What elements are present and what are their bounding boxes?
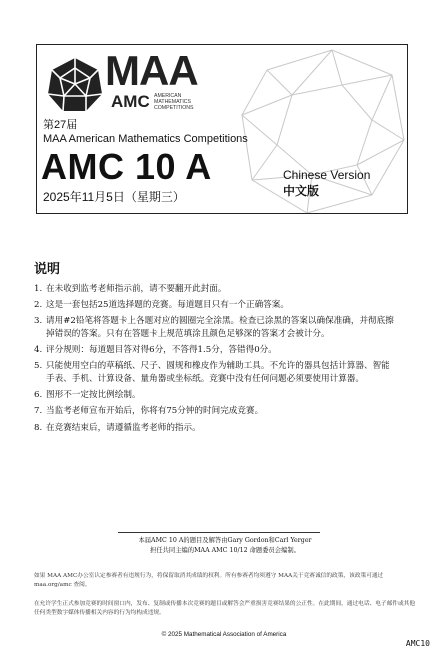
instruction-text: 在未收到监考老师指示前，请不要翻开此封面。 xyxy=(46,284,227,294)
instruction-item xyxy=(34,360,398,385)
version-chinese: 中文版 xyxy=(283,184,320,198)
instruction-number: 8. xyxy=(34,422,43,433)
instruction-text: 只能使用空白的草稿纸、尺子、圆规和橡皮作为辅助工具。不允许的器具包括计算器、智能手表、手机、计算设备、量角器或坐标纸。竞赛中没有任何问题必须要使用计算器。 xyxy=(46,361,390,384)
instruction-item xyxy=(34,283,398,296)
instruction-item xyxy=(34,344,398,357)
footer-code: AMC10 xyxy=(405,639,430,648)
cover-box xyxy=(36,44,408,214)
instruction-number: 6. xyxy=(34,390,43,401)
instruction-text: 当监考老师宣布开始后，你将有75分钟的时间完成竞赛。 xyxy=(46,406,264,417)
instructions-list xyxy=(34,283,398,438)
instruction-number: 3. xyxy=(34,316,43,327)
instruction-text: 请用#2铅笔将答题卡上各题对应的圆圈完全涂黑。检查已涂黑的答案以确保准确，并彻底擦掉错误的答案。只有在答题卡上规范填涂且颜色足够深的答案才会被计分。 xyxy=(46,316,394,339)
logo-tagline-line: MATHEMATICS xyxy=(154,99,191,105)
credits-line: 担任共同主编的MAA AMC 10/12 命题委员会编制。 xyxy=(150,547,300,554)
instruction-item xyxy=(34,299,398,312)
instruction-item xyxy=(34,422,398,435)
copyright: © 2025 Mathematical Association of America xyxy=(161,631,287,638)
logo-tagline-line: AMERICAN xyxy=(154,93,182,99)
instruction-item xyxy=(34,315,398,340)
exam-title: AMC 10 A xyxy=(41,146,212,187)
instruction-number: 4. xyxy=(34,345,43,356)
instructions-heading: 说明 xyxy=(34,261,61,276)
instruction-text: 图形不一定按比例绘制。 xyxy=(46,390,141,401)
credits-line: 本届AMC 10 A的题目及解答由Gary Gordon和Carl Yerger xyxy=(138,537,312,544)
instruction-text: 这是一套包括25道选择题的竞赛。每道题目只有一个正确答案。 xyxy=(46,300,289,311)
instruction-number: 7. xyxy=(34,406,43,417)
credits-divider xyxy=(118,532,320,533)
instruction-number: 1. xyxy=(34,284,43,294)
exam-date: 2025年11月5日（星期三） xyxy=(43,190,185,204)
organization-name: MAA American Mathematics Competitions xyxy=(43,133,248,145)
polyhedron-background xyxy=(232,45,407,214)
edition-label: 第27届 xyxy=(43,119,78,131)
logo-amc-text: AMC xyxy=(111,92,150,111)
maa-logo-icon xyxy=(46,56,104,114)
confidentiality-note: 在允许学生正式参加竞赛的时间窗口内，发布、复制或传播本次竞赛的题目或解答会严重损害竞赛结果的公正性。在此期间，通过电话、电子邮件或其他任何类型数字媒体传播相关内容的行为均构成违规。 xyxy=(34,601,416,616)
instruction-item xyxy=(34,405,398,418)
logo-tagline-line: COMPETITIONS xyxy=(154,105,194,111)
instruction-number: 5. xyxy=(34,361,43,372)
instruction-number: 2. xyxy=(34,300,43,311)
instruction-item xyxy=(34,389,398,402)
logo-maa-text: MAA xyxy=(105,47,198,94)
logo-tagline xyxy=(154,93,214,111)
integrity-note: 如果 MAA AMC办公室认定参赛者有违规行为，将保留取消其成绩的权利。所有参赛者均须遵守 MAA关于竞赛诚信的政策，该政策可通过 maa.org/amc 查阅。 xyxy=(34,573,384,588)
version-english: Chinese Version xyxy=(283,168,371,182)
instruction-text: 评分规则：每道题目答对得6分，不答得1.5分，答错得0分。 xyxy=(46,345,277,356)
instruction-text: 在竞赛结束后，请遵循监考老师的指示。 xyxy=(46,422,201,433)
